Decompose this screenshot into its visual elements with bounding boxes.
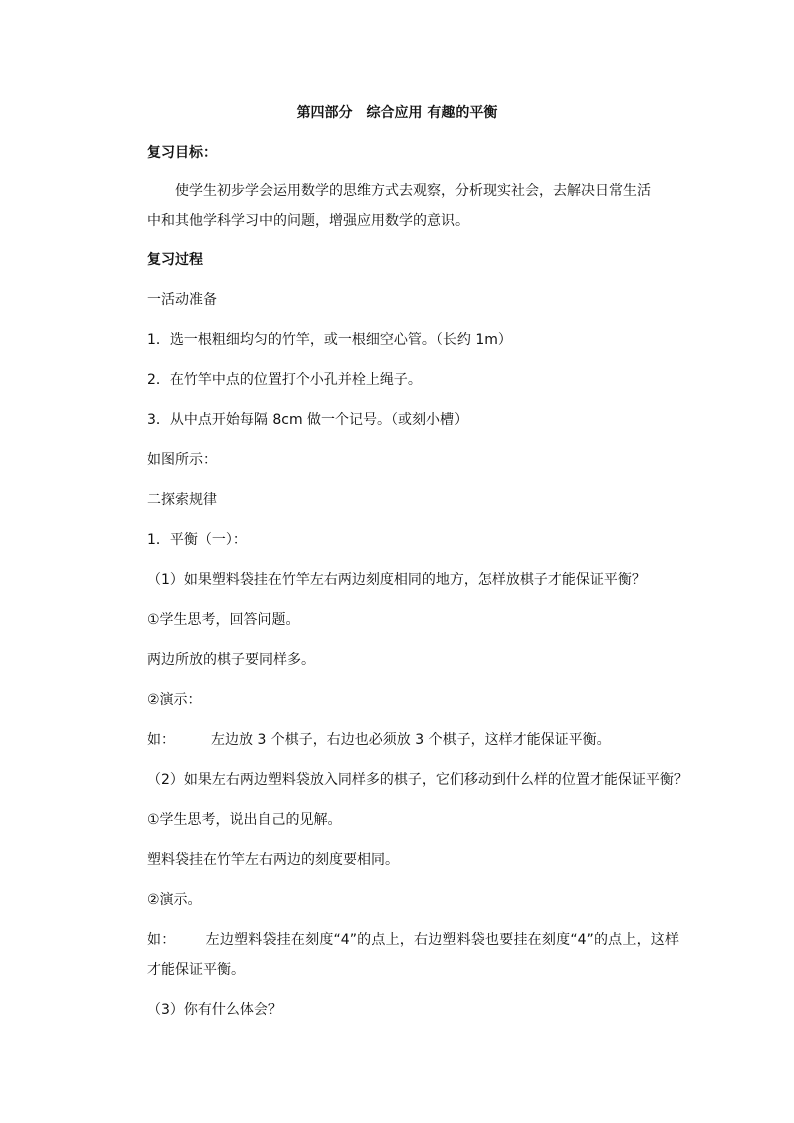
example-text: 左边塑料袋挂在刻度“4”的点上，右边塑料袋也要挂在刻度“4”的点上，这样才能保证平衡。 xyxy=(147,932,679,978)
example-label: 如： xyxy=(147,732,175,748)
question-1-step-1: ①学生思考，回答问题。 xyxy=(147,612,300,628)
prep-step-1: 1．选一根粗细均匀的竹竿，或一根细空心管。（长约 1m） xyxy=(147,332,512,348)
figure-caption: 如图所示： xyxy=(147,452,217,468)
question-2: （2）如果左右两边塑料袋放入同样多的棋子，它们移动到什么样的位置才能保证平衡？ xyxy=(147,772,688,788)
section-prep-title: 一活动准备 xyxy=(147,292,217,308)
question-1-example xyxy=(147,730,611,750)
question-2-answer: 塑料袋挂在竹竿左右两边的刻度要相同。 xyxy=(147,852,399,868)
prep-step-3: 3．从中点开始每隔 8cm 做一个记号。（或刻小槽） xyxy=(147,412,469,428)
goal-text: 使学生初步学会运用数学的思维方式去观察，分析现实社会，去解决日常生活中和其他学科学习中的问题，增强应用数学的意识。 xyxy=(147,183,651,229)
section-explore-title: 二探索规律 xyxy=(147,492,217,508)
example-text: 左边放 3 个棋子，右边也必须放 3 个棋子，这样才能保证平衡。 xyxy=(211,732,611,748)
heading-goal: 复习目标： xyxy=(147,145,217,161)
question-1-answer: 两边所放的棋子要同样多。 xyxy=(147,652,315,668)
example-label: 如： xyxy=(147,932,176,948)
prep-step-2: 2．在竹竿中点的位置打个小孔并栓上绳子。 xyxy=(147,372,422,388)
goal-paragraph xyxy=(119,176,651,236)
page-title: 第四部分 综合应用 有趣的平衡 xyxy=(296,105,498,121)
question-3: （3）你有什么体会？ xyxy=(147,1002,282,1018)
question-2-step-1: ①学生思考，说出自己的见解。 xyxy=(147,812,342,828)
question-1-step-2: ②演示： xyxy=(147,692,202,708)
balance-1-title: 1．平衡（一）： xyxy=(147,532,247,548)
question-2-example xyxy=(147,925,679,985)
question-1: （1）如果塑料袋挂在竹竿左右两边刻度相同的地方，怎样放棋子才能保证平衡？ xyxy=(147,572,646,588)
heading-process: 复习过程 xyxy=(147,252,203,268)
question-2-step-2: ②演示。 xyxy=(147,892,202,908)
